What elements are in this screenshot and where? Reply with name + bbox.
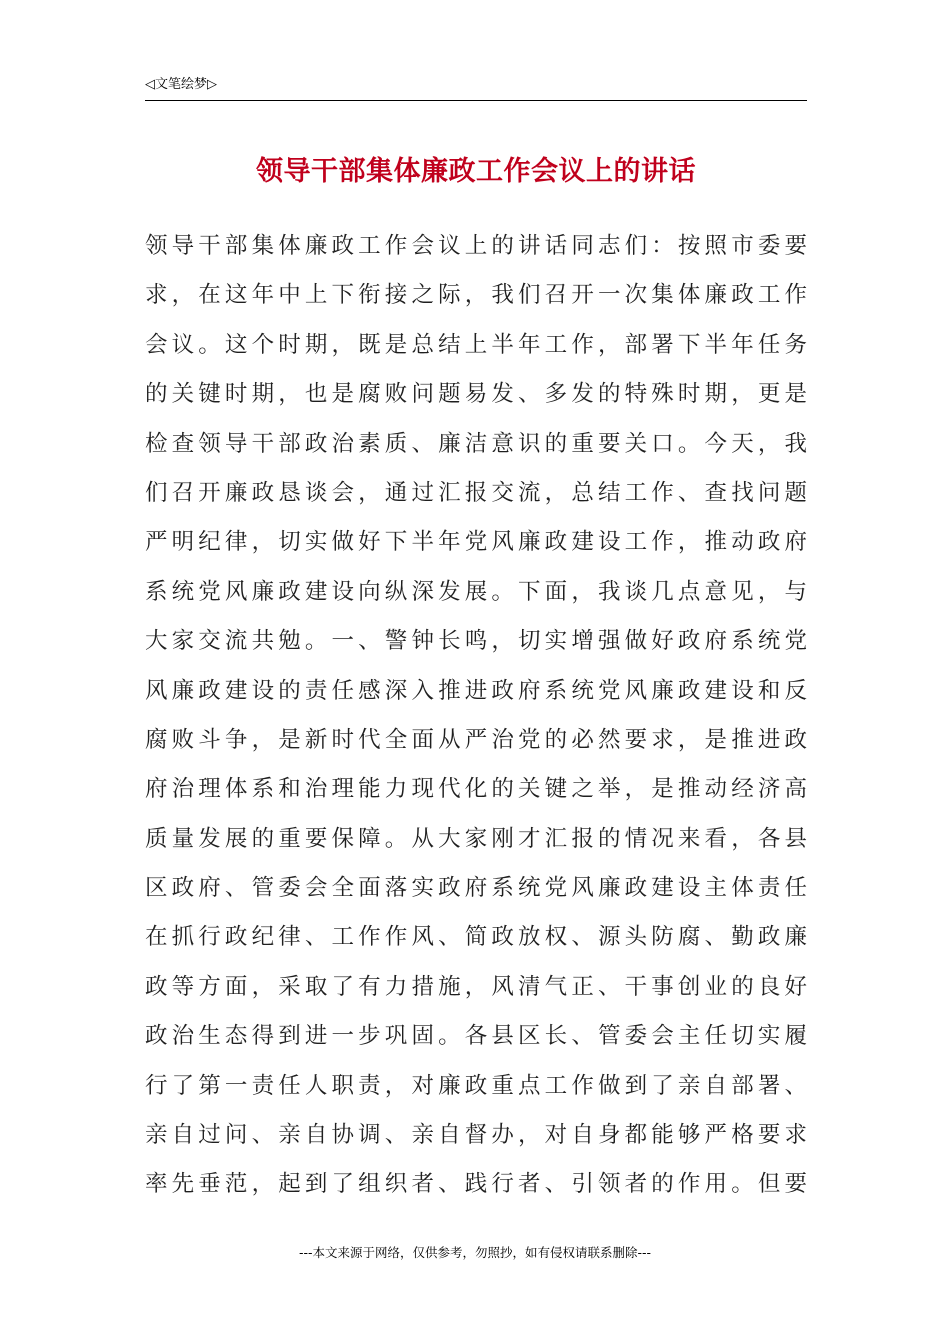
document-body <box>145 222 807 1210</box>
body-line: 率先垂范，起到了组织者、践行者、引领者的作用。但要 <box>145 1171 807 1198</box>
body-line: 严明纪律，切实做好下半年党风廉政建设工作，推动政府 <box>145 529 807 556</box>
body-line: 们召开廉政恳谈会，通过汇报交流，总结工作、查找问题 <box>145 479 807 506</box>
body-line: 检查领导干部政治素质、廉洁意识的重要关口。今天，我 <box>145 430 807 457</box>
body-line: 区政府、管委会全面落实政府系统党风廉政建设主体责任 <box>145 875 807 902</box>
body-line: 在抓行政纪律、工作作风、简政放权、源头防腐、勤政廉 <box>145 924 807 951</box>
body-line: 会议。这个时期，既是总结上半年工作，部署下半年任务 <box>145 331 807 358</box>
body-line: 政治生态得到进一步巩固。各县区长、管委会主任切实履 <box>145 1023 807 1050</box>
body-line: 系统党风廉政建设向纵深发展。下面，我谈几点意见，与 <box>145 578 807 605</box>
body-line: 府治理体系和治理能力现代化的关键之举，是推动经济高 <box>145 776 807 803</box>
body-line: 亲自过问、亲自协调、亲自督办，对自身都能够严格要求 <box>145 1122 807 1149</box>
header-logo-text: ◁文笔绘梦▷ <box>145 77 217 92</box>
footer-disclaimer: ---本文来源于网络，仅供参考，勿照抄，如有侵权请联系删除--- <box>298 1245 652 1260</box>
document-title: 领导干部集体廉政工作会议上的讲话 <box>256 156 696 187</box>
body-line: 质量发展的重要保障。从大家刚才汇报的情况来看，各县 <box>145 825 807 852</box>
body-line: 求，在这年中上下衔接之际，我们召开一次集体廉政工作 <box>145 282 807 309</box>
page-header <box>145 76 807 101</box>
body-line: 风廉政建设的责任感深入推进政府系统党风廉政建设和反 <box>145 677 807 704</box>
body-line: 领导干部集体廉政工作会议上的讲话同志们：按照市委要 <box>145 233 807 259</box>
body-line: 政等方面，采取了有力措施，风清气正、干事创业的良好 <box>145 973 807 1000</box>
body-line: 的关键时期，也是腐败问题易发、多发的特殊时期，更是 <box>145 381 807 408</box>
body-line: 行了第一责任人职责，对廉政重点工作做到了亲自部署、 <box>145 1072 807 1099</box>
body-line: 腐败斗争，是新时代全面从严治党的必然要求，是推进政 <box>145 726 807 753</box>
body-line: 大家交流共勉。一、警钟长鸣，切实增强做好政府系统党 <box>145 628 807 655</box>
